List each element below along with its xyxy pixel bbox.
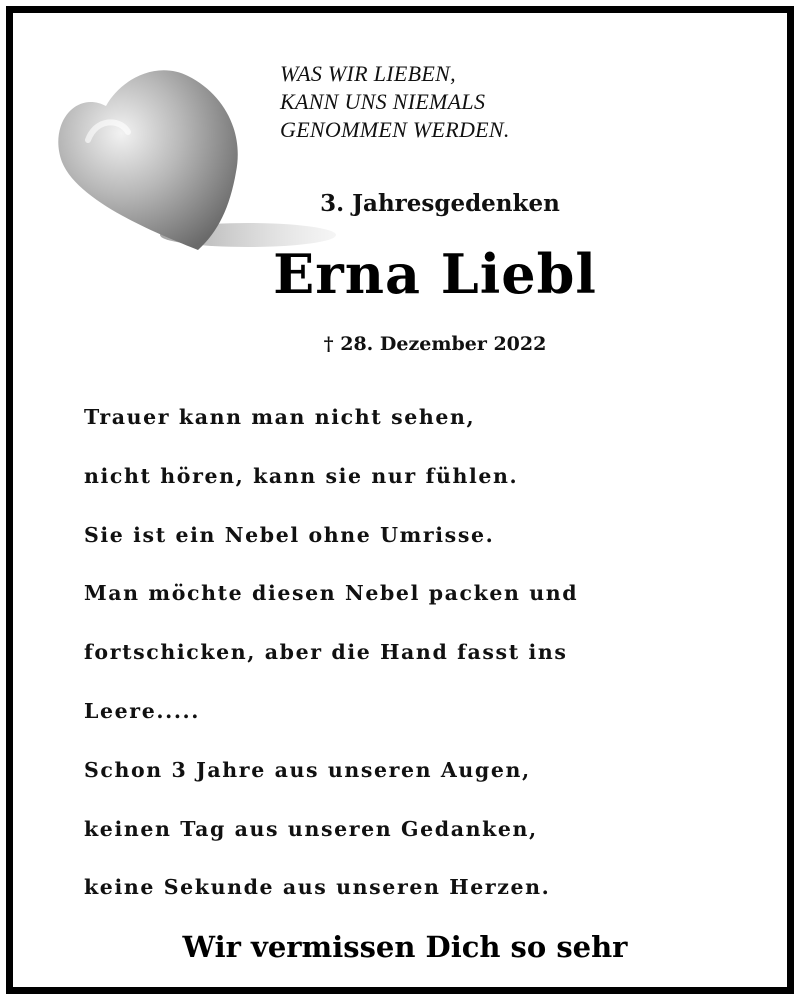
poem-line: keinen Tag aus unseren Gedanken, xyxy=(84,816,538,841)
motto-line: GENOMMEN WERDEN. xyxy=(280,117,510,142)
poem-line: Leere..... xyxy=(84,698,201,723)
deceased-name: Erna Liebl xyxy=(273,242,597,306)
motto-line: KANN UNS NIEMALS xyxy=(280,89,486,114)
poem-line: Man möchte diesen Nebel packen und xyxy=(84,581,579,606)
poem-line: Schon 3 Jahre aus unseren Augen, xyxy=(84,757,531,782)
poem xyxy=(84,398,724,927)
motto-line: WAS WIR LIEBEN, xyxy=(280,61,456,86)
poem-line: keine Sekunde aus unseren Herzen. xyxy=(84,875,551,900)
closing-line: Wir vermissen Dich so sehr xyxy=(182,930,628,964)
motto xyxy=(280,60,510,144)
poem-line: fortschicken, aber die Hand fasst ins xyxy=(84,640,568,665)
poem-line: nicht hören, kann sie nur fühlen. xyxy=(84,463,519,488)
poem-line: Sie ist ein Nebel ohne Umrisse. xyxy=(84,522,495,547)
anniversary-label: 3. Jahresgedenken xyxy=(320,190,560,217)
poem-line: Trauer kann man nicht sehen, xyxy=(84,405,476,429)
death-date: † 28. Dezember 2022 xyxy=(323,333,547,355)
